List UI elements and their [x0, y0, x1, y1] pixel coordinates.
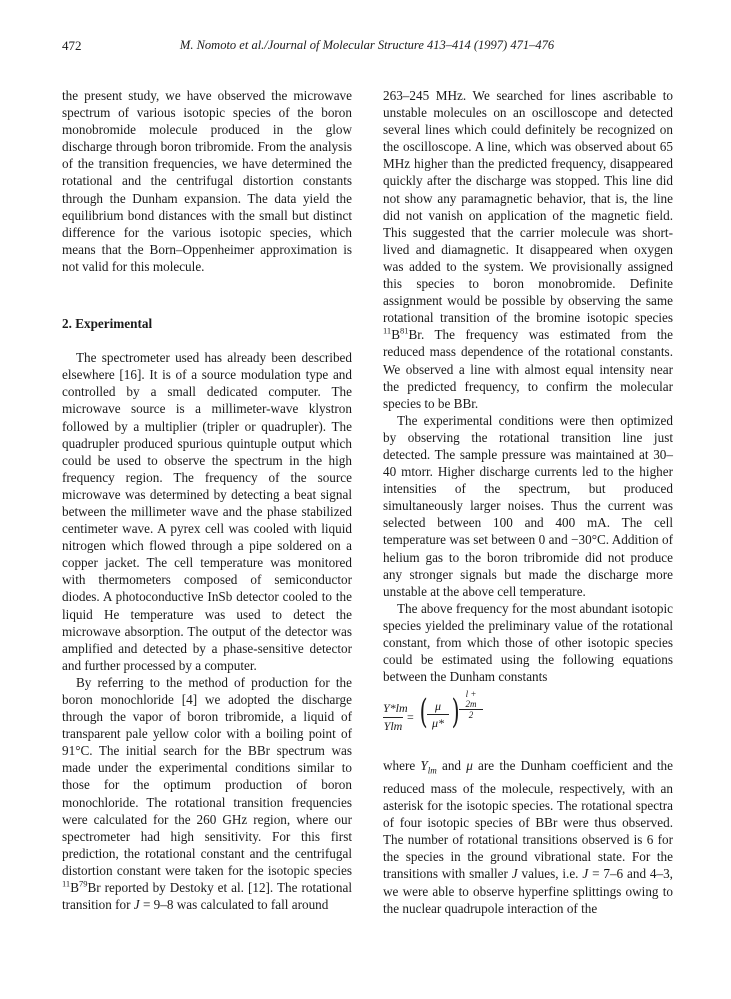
- page-header: [62, 38, 672, 56]
- equation-lhs: Y*lm Ylm: [383, 701, 408, 734]
- experimental-paragraph-1: The spectrometer used has already been described elsewhere [16]. It is of a source modulation type and controlled by a small dedicated computer. The microwave source is a millimeter-wave klystron followed by a multiplier (tripler or quadrupler). The quadrupler produced spurious quintuple output which could be used to observe the spectrum in the high frequency region. The frequency of the source microwave was determined by detecting a beat signal between the millimeter wave and the phase stabilized centimeter wave. A pyrex cell was cooled with liquid nitrogen which flowed through a pipe soldered on a copper jacket. The cell temperature was monitored with thermometers composed of semiconductor diodes. A photoconductive InSb detector cooled to the liquid He temperature was used to detect the microwave absorption. The output of the detector was amplified and detected by a phase-sensitive detector and further processed by a computer.: [62, 350, 352, 673]
- equation-mass-ratio: μ μ*: [427, 699, 449, 730]
- page-number: 472: [62, 38, 82, 53]
- running-title: M. Nomoto et al./Journal of Molecular Structure 413–414 (1997) 471–476: [179, 38, 555, 52]
- section-title: 2. Experimental: [62, 316, 153, 332]
- right-column: [383, 87, 673, 917]
- intro-paragraph-end: the present study, we have observed the microwave spectrum of various isotopic species of the boron monobromide molecule produced in the glow discharge through boron tribromide. From the analysis of the transition frequencies, we have determined the rotational and the centrifugal distortion constants through the Dunham expansion. The data yield the equilibrium bond distances with the small but distinct difference for the various isotopic species, which means that the Born–Oppenheimer approximation is not valid for this molecule.: [62, 88, 352, 274]
- search-paragraph: 263–245 MHz. We searched for lines ascribable to unstable molecules on an oscilloscope and detected several lines which could definitely be recognized on the oscilloscope. A line, which was observed about 65 MHz higher than the predicted frequency, disappeared quickly after the discharge was stopped. This line did not show any paramagnetic behavior, that is, the line did not vanish on application of the magnetic field. This suggested that the carrier molecule was short-lived and diamagnetic. It disappeared when oxygen was added to the system. We provisionally assigned this species to boron monobromide. Definite assignment would be possible by observing the same rotational transition of the bromine isotopic species $^{11}B^{81}Br$. The frequency was estimated from the reduced mass dependence of the rotational constants. We observed a line with almost equal intensity near the predicted frequency, to confirm the molecular species to be BBr.: [383, 88, 673, 411]
- dunham-paragraph: The above frequency for the most abundant isotopic species yielded the preliminary value of the rotational constant, from which those of other isotopic species could be estimated using the following equations between the Dunham constants: [383, 600, 673, 685]
- dunham-isotope-equation: Y*lm Ylm = ( μ μ* ) l + 2m 2: [383, 689, 673, 747]
- experimental-paragraph-2: By referring to the method of production for the boron monochloride [4] we adopted the discharge through the vapor of boron tribromide, a liquid of transparent pale yellow color with a boiling point of 91°C. The initial search for the BBr spectrum was made under the experimental conditions similar to those for the optimum production of boron monochloride. The rotational transition frequencies were calculated for the 260 GHz region, where our spectrometer had high sensitivity. For this first prediction, the rotational constant and the centrifugal distortion constant were taken for the isotopic species $^{11}B^{79}Br$ reported by Destoky et al. [12]. The rotational transition for J = 9–8 was calculated to fall around: [62, 674, 352, 913]
- where-paragraph: where $Y_{lm}$ and μ are the Dunham coefficient and the reduced mass of the molecule, respectively, with an asterisk for the isotopic species. The rotational spectra of four isotopic species of BBr were thus observed. The number of rotational transitions observed is 6 for the species in the ground vibrational state. For the transitions with smaller J values, i.e. J = 7–6 and 4–3, we were able to observe hyperfine splittings owing to the nuclear quadrupole interaction of the: [383, 758, 673, 916]
- left-paren: (: [419, 692, 428, 733]
- left-column: [62, 87, 352, 913]
- right-paren: ): [451, 692, 460, 733]
- conditions-paragraph: The experimental conditions were then optimized by observing the rotational transition line just detected. The sample pressure was maintained at 30–40 mtorr. Higher discharge currents led to the higher intensities of the spectrum, but produced simultaneously larger noises. Thus the current was selected between 100 and 400 mA. The cell temperature was set between 0 and −30°C. Addition of helium gas to the boron tribromide did not produce any stronger signals but made the discharge more unstable at the above cell temperature.: [383, 412, 673, 599]
- equation-exponent: l + 2m 2: [459, 689, 483, 720]
